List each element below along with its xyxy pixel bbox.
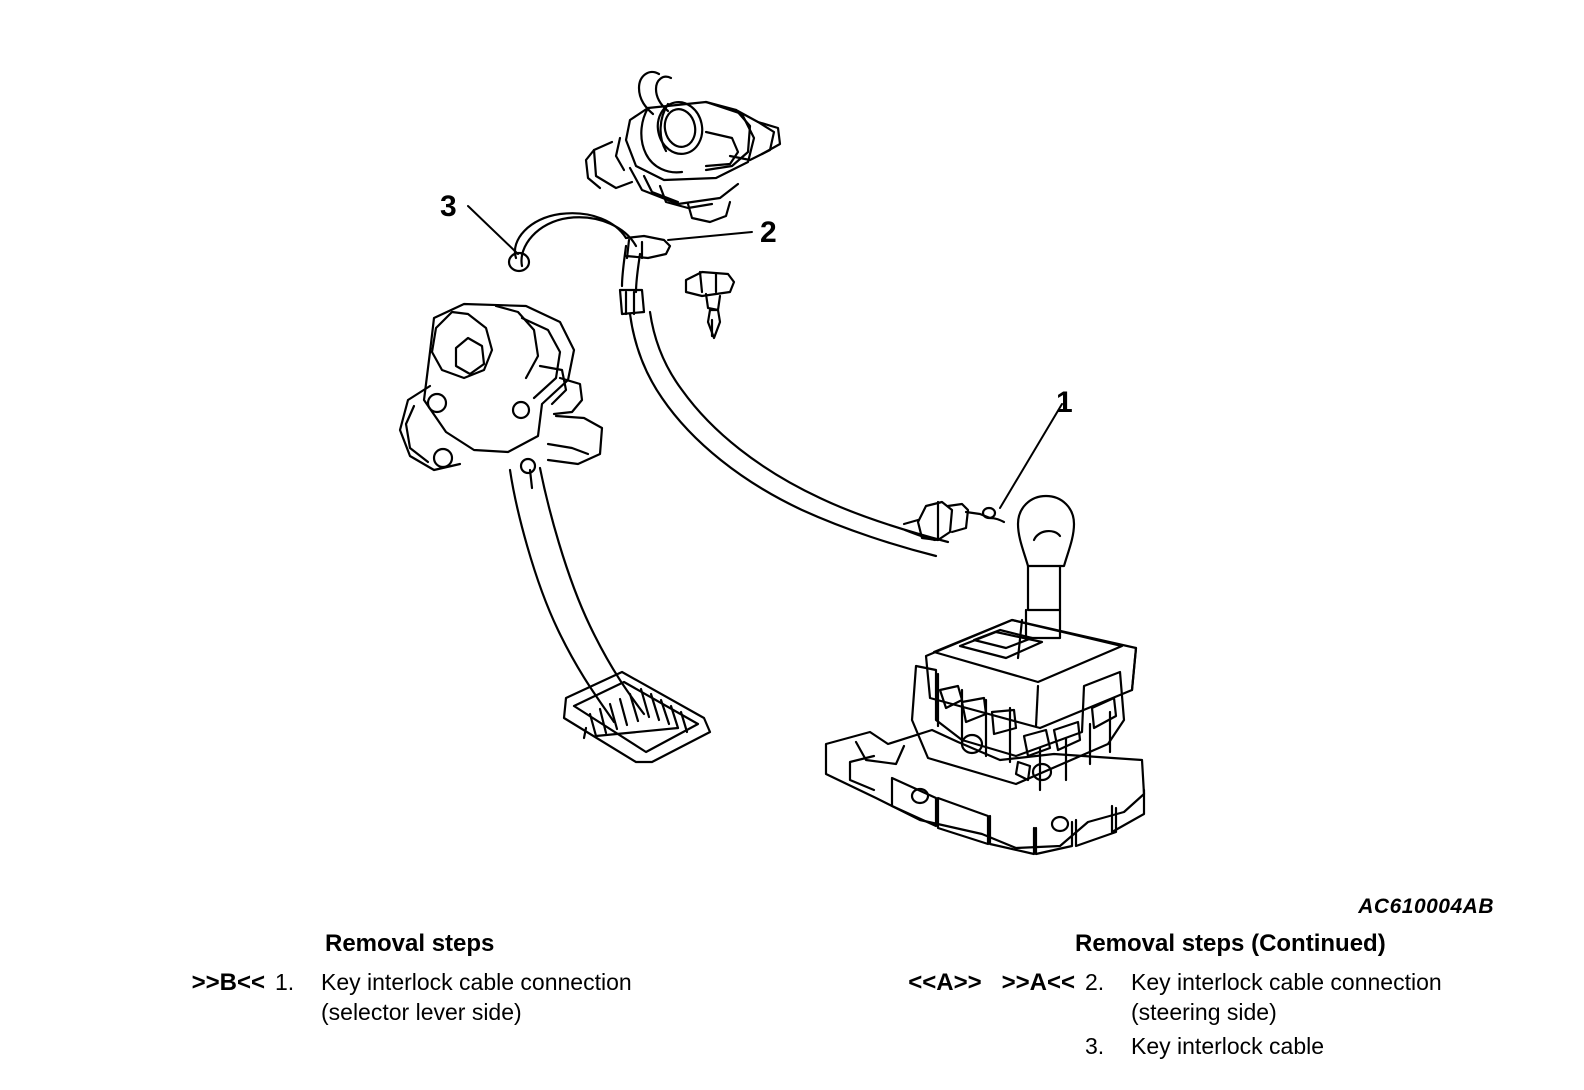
callout-label-1: 1 xyxy=(1056,386,1073,419)
cable-clamp-and-bolt-part xyxy=(686,272,734,338)
legend-title-left: Removal steps xyxy=(325,930,495,957)
step-text xyxy=(321,967,790,1028)
figure-code: AC610004AB xyxy=(1358,895,1494,918)
legend-column-right xyxy=(790,930,1490,1064)
step-text-sub: (steering side) xyxy=(1131,999,1277,1026)
step-number: 3. xyxy=(1085,1032,1105,1059)
selector-lever-assembly-part xyxy=(826,496,1144,854)
removal-step xyxy=(150,967,790,1028)
legend xyxy=(0,930,1584,1090)
step-marker: <<A>> >>A<< xyxy=(908,969,1075,996)
legend-column-left xyxy=(150,930,790,1031)
callout-label-3: 3 xyxy=(440,190,457,223)
legend-title-right: Removal steps (Continued) xyxy=(1075,930,1386,957)
steering-lock-cylinder-part xyxy=(586,72,780,222)
removal-step xyxy=(790,967,1490,1028)
step-text-sub: (selector lever side) xyxy=(321,999,522,1026)
callout-label-2: 2 xyxy=(760,216,777,249)
removal-step xyxy=(790,1031,1490,1061)
step-text xyxy=(1131,1031,1490,1061)
key-interlock-cable-part xyxy=(509,213,1004,556)
step-number: 2. xyxy=(1085,969,1105,995)
leader-lines xyxy=(468,206,1062,508)
step-text-main: Key interlock cable xyxy=(1131,1032,1325,1059)
step-text-main: Key interlock cable connection xyxy=(1131,969,1442,995)
brake-pedal-assembly-part xyxy=(400,304,710,762)
step-text-main: Key interlock cable connection xyxy=(321,969,632,995)
step-text xyxy=(1131,967,1490,1028)
step-marker: >>B<< xyxy=(191,969,265,996)
step-number: 1. xyxy=(275,969,295,995)
